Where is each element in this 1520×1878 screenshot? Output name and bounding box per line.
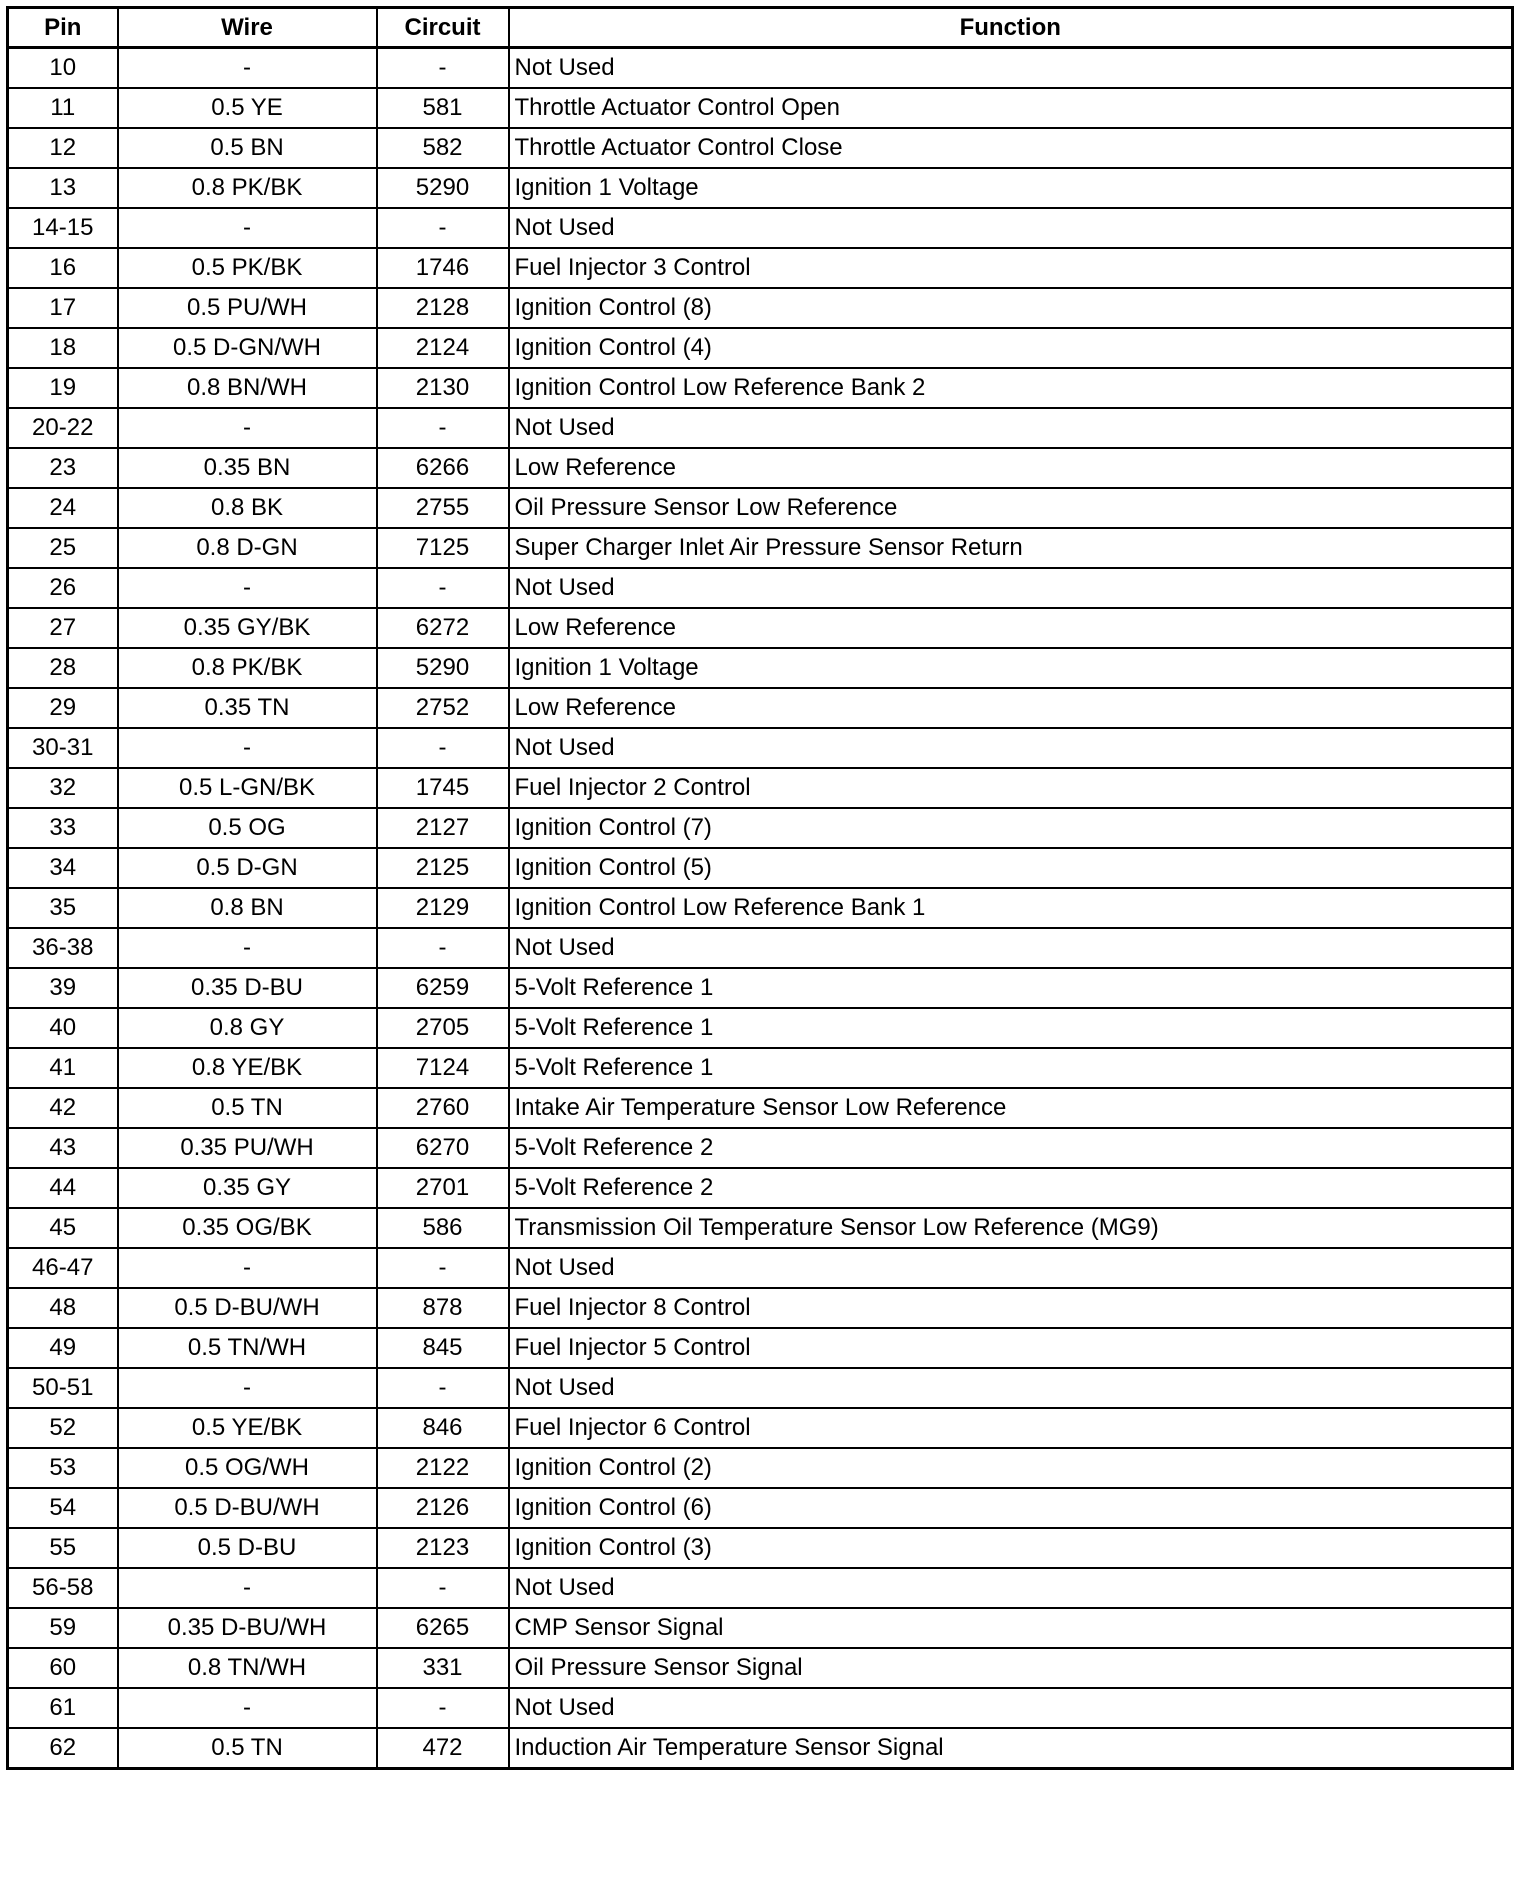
table-row bbox=[8, 1208, 1513, 1248]
function-cell: Not Used bbox=[509, 728, 1513, 768]
wire-cell: 0.5 YE bbox=[118, 88, 377, 128]
pin-cell: 14-15 bbox=[8, 208, 118, 248]
wire-cell: 0.8 BN/WH bbox=[118, 368, 377, 408]
circuit-cell: - bbox=[377, 728, 509, 768]
table-header bbox=[8, 8, 1513, 48]
wire-cell: 0.5 D-BU/WH bbox=[118, 1288, 377, 1328]
pin-cell: 12 bbox=[8, 128, 118, 168]
table-row bbox=[8, 1648, 1513, 1688]
table-row bbox=[8, 168, 1513, 208]
pin-cell: 19 bbox=[8, 368, 118, 408]
pin-cell: 32 bbox=[8, 768, 118, 808]
wire-cell: 0.5 PU/WH bbox=[118, 288, 377, 328]
table-row bbox=[8, 808, 1513, 848]
pin-cell: 40 bbox=[8, 1008, 118, 1048]
circuit-cell: 331 bbox=[377, 1648, 509, 1688]
function-cell: Not Used bbox=[509, 568, 1513, 608]
table-row bbox=[8, 1448, 1513, 1488]
wire-cell: 0.35 BN bbox=[118, 448, 377, 488]
function-cell: Fuel Injector 8 Control bbox=[509, 1288, 1513, 1328]
circuit-cell: - bbox=[377, 1568, 509, 1608]
pin-cell: 62 bbox=[8, 1728, 118, 1769]
wire-cell: 0.35 D-BU/WH bbox=[118, 1608, 377, 1648]
table-row bbox=[8, 528, 1513, 568]
wire-cell: 0.8 TN/WH bbox=[118, 1648, 377, 1688]
wire-cell: 0.35 GY/BK bbox=[118, 608, 377, 648]
table-row bbox=[8, 568, 1513, 608]
function-cell: Low Reference bbox=[509, 448, 1513, 488]
function-cell: Ignition Control (6) bbox=[509, 1488, 1513, 1528]
table-row bbox=[8, 768, 1513, 808]
table-row bbox=[8, 208, 1513, 248]
function-cell: CMP Sensor Signal bbox=[509, 1608, 1513, 1648]
header-wire: Wire bbox=[118, 8, 377, 48]
circuit-cell: 2122 bbox=[377, 1448, 509, 1488]
wire-cell: - bbox=[118, 48, 377, 89]
function-cell: Ignition Control (7) bbox=[509, 808, 1513, 848]
function-cell: Low Reference bbox=[509, 688, 1513, 728]
function-cell: 5-Volt Reference 2 bbox=[509, 1168, 1513, 1208]
table-row bbox=[8, 288, 1513, 328]
wire-cell: 0.5 D-BU bbox=[118, 1528, 377, 1568]
function-cell: Not Used bbox=[509, 928, 1513, 968]
circuit-cell: 6259 bbox=[377, 968, 509, 1008]
circuit-cell: - bbox=[377, 1368, 509, 1408]
function-cell: Not Used bbox=[509, 1248, 1513, 1288]
circuit-cell: 586 bbox=[377, 1208, 509, 1248]
table-row bbox=[8, 1688, 1513, 1728]
pin-cell: 59 bbox=[8, 1608, 118, 1648]
table-row bbox=[8, 928, 1513, 968]
pin-cell: 26 bbox=[8, 568, 118, 608]
wire-cell: 0.8 GY bbox=[118, 1008, 377, 1048]
function-cell: Transmission Oil Temperature Sensor Low Reference (MG9) bbox=[509, 1208, 1513, 1248]
wire-cell: 0.5 D-BU/WH bbox=[118, 1488, 377, 1528]
pin-cell: 27 bbox=[8, 608, 118, 648]
circuit-cell: - bbox=[377, 48, 509, 89]
pin-cell: 34 bbox=[8, 848, 118, 888]
wire-cell: - bbox=[118, 568, 377, 608]
function-cell: Throttle Actuator Control Open bbox=[509, 88, 1513, 128]
table-row bbox=[8, 968, 1513, 1008]
table-row bbox=[8, 128, 1513, 168]
wire-cell: 0.5 BN bbox=[118, 128, 377, 168]
circuit-cell: 1745 bbox=[377, 768, 509, 808]
function-cell: Ignition Control Low Reference Bank 2 bbox=[509, 368, 1513, 408]
circuit-cell: 2129 bbox=[377, 888, 509, 928]
table-row bbox=[8, 88, 1513, 128]
pin-cell: 49 bbox=[8, 1328, 118, 1368]
function-cell: Ignition Control (3) bbox=[509, 1528, 1513, 1568]
pin-cell: 13 bbox=[8, 168, 118, 208]
circuit-cell: 2128 bbox=[377, 288, 509, 328]
function-cell: Intake Air Temperature Sensor Low Reference bbox=[509, 1088, 1513, 1128]
table-row bbox=[8, 608, 1513, 648]
circuit-cell: 472 bbox=[377, 1728, 509, 1769]
pin-cell: 36-38 bbox=[8, 928, 118, 968]
header-circuit: Circuit bbox=[377, 8, 509, 48]
wire-cell: - bbox=[118, 1688, 377, 1728]
circuit-cell: 6270 bbox=[377, 1128, 509, 1168]
pin-cell: 56-58 bbox=[8, 1568, 118, 1608]
table-row bbox=[8, 448, 1513, 488]
circuit-cell: 2705 bbox=[377, 1008, 509, 1048]
table-row bbox=[8, 1088, 1513, 1128]
function-cell: Not Used bbox=[509, 48, 1513, 89]
function-cell: Ignition Control (4) bbox=[509, 328, 1513, 368]
wire-cell: - bbox=[118, 408, 377, 448]
pin-cell: 48 bbox=[8, 1288, 118, 1328]
wire-cell: - bbox=[118, 1368, 377, 1408]
table-row bbox=[8, 1328, 1513, 1368]
function-cell: Fuel Injector 3 Control bbox=[509, 248, 1513, 288]
pin-cell: 60 bbox=[8, 1648, 118, 1688]
wire-cell: - bbox=[118, 208, 377, 248]
function-cell: Ignition Control (2) bbox=[509, 1448, 1513, 1488]
circuit-cell: 2755 bbox=[377, 488, 509, 528]
function-cell: Not Used bbox=[509, 208, 1513, 248]
circuit-cell: 2130 bbox=[377, 368, 509, 408]
wire-cell: 0.8 BN bbox=[118, 888, 377, 928]
table-row bbox=[8, 1408, 1513, 1448]
function-cell: Oil Pressure Sensor Low Reference bbox=[509, 488, 1513, 528]
table-row bbox=[8, 1168, 1513, 1208]
table-row bbox=[8, 888, 1513, 928]
table-row bbox=[8, 488, 1513, 528]
function-cell: 5-Volt Reference 1 bbox=[509, 968, 1513, 1008]
wire-cell: 0.8 YE/BK bbox=[118, 1048, 377, 1088]
circuit-cell: 5290 bbox=[377, 648, 509, 688]
table-row bbox=[8, 648, 1513, 688]
table-row bbox=[8, 328, 1513, 368]
function-cell: Fuel Injector 5 Control bbox=[509, 1328, 1513, 1368]
pin-cell: 18 bbox=[8, 328, 118, 368]
table-row bbox=[8, 408, 1513, 448]
wire-cell: 0.8 BK bbox=[118, 488, 377, 528]
pin-cell: 39 bbox=[8, 968, 118, 1008]
pin-cell: 28 bbox=[8, 648, 118, 688]
table-row bbox=[8, 1728, 1513, 1769]
pin-cell: 30-31 bbox=[8, 728, 118, 768]
circuit-cell: 2752 bbox=[377, 688, 509, 728]
pin-cell: 20-22 bbox=[8, 408, 118, 448]
circuit-cell: 845 bbox=[377, 1328, 509, 1368]
circuit-cell: 581 bbox=[377, 88, 509, 128]
wire-cell: 0.35 PU/WH bbox=[118, 1128, 377, 1168]
wire-cell: 0.5 OG bbox=[118, 808, 377, 848]
pin-cell: 29 bbox=[8, 688, 118, 728]
wire-cell: 0.35 GY bbox=[118, 1168, 377, 1208]
wire-cell: 0.5 TN bbox=[118, 1728, 377, 1769]
circuit-cell: - bbox=[377, 928, 509, 968]
wire-cell: 0.5 D-GN bbox=[118, 848, 377, 888]
table-row bbox=[8, 48, 1513, 89]
circuit-cell: 6272 bbox=[377, 608, 509, 648]
circuit-cell: 7124 bbox=[377, 1048, 509, 1088]
pin-cell: 10 bbox=[8, 48, 118, 89]
pin-cell: 46-47 bbox=[8, 1248, 118, 1288]
table-row bbox=[8, 1008, 1513, 1048]
circuit-cell: 2126 bbox=[377, 1488, 509, 1528]
wire-cell: 0.35 D-BU bbox=[118, 968, 377, 1008]
wire-cell: 0.5 L-GN/BK bbox=[118, 768, 377, 808]
circuit-cell: 2701 bbox=[377, 1168, 509, 1208]
table-row bbox=[8, 1128, 1513, 1168]
function-cell: Ignition 1 Voltage bbox=[509, 168, 1513, 208]
function-cell: Throttle Actuator Control Close bbox=[509, 128, 1513, 168]
function-cell: Not Used bbox=[509, 1368, 1513, 1408]
table-row bbox=[8, 848, 1513, 888]
pin-cell: 53 bbox=[8, 1448, 118, 1488]
function-cell: 5-Volt Reference 1 bbox=[509, 1008, 1513, 1048]
pin-cell: 52 bbox=[8, 1408, 118, 1448]
function-cell: Ignition 1 Voltage bbox=[509, 648, 1513, 688]
table-row bbox=[8, 1608, 1513, 1648]
table-row bbox=[8, 728, 1513, 768]
pin-cell: 17 bbox=[8, 288, 118, 328]
pin-cell: 25 bbox=[8, 528, 118, 568]
function-cell: Not Used bbox=[509, 1688, 1513, 1728]
function-cell: Not Used bbox=[509, 408, 1513, 448]
circuit-cell: - bbox=[377, 408, 509, 448]
pin-cell: 42 bbox=[8, 1088, 118, 1128]
function-cell: Ignition Control (5) bbox=[509, 848, 1513, 888]
wire-cell: - bbox=[118, 728, 377, 768]
function-cell: Fuel Injector 6 Control bbox=[509, 1408, 1513, 1448]
circuit-cell: 6266 bbox=[377, 448, 509, 488]
circuit-cell: 7125 bbox=[377, 528, 509, 568]
pin-cell: 23 bbox=[8, 448, 118, 488]
pin-cell: 35 bbox=[8, 888, 118, 928]
circuit-cell: 2124 bbox=[377, 328, 509, 368]
wire-cell: 0.35 TN bbox=[118, 688, 377, 728]
wire-cell: 0.5 TN bbox=[118, 1088, 377, 1128]
pin-cell: 61 bbox=[8, 1688, 118, 1728]
table-row bbox=[8, 1528, 1513, 1568]
pin-cell: 44 bbox=[8, 1168, 118, 1208]
wire-cell: - bbox=[118, 1568, 377, 1608]
wire-cell: - bbox=[118, 1248, 377, 1288]
circuit-cell: 5290 bbox=[377, 168, 509, 208]
function-cell: 5-Volt Reference 2 bbox=[509, 1128, 1513, 1168]
circuit-cell: 2127 bbox=[377, 808, 509, 848]
table-row bbox=[8, 248, 1513, 288]
pin-cell: 54 bbox=[8, 1488, 118, 1528]
header-row bbox=[8, 8, 1513, 48]
pin-cell: 16 bbox=[8, 248, 118, 288]
pin-cell: 11 bbox=[8, 88, 118, 128]
header-function: Function bbox=[509, 8, 1513, 48]
wire-cell: - bbox=[118, 928, 377, 968]
circuit-cell: - bbox=[377, 208, 509, 248]
wire-cell: 0.5 PK/BK bbox=[118, 248, 377, 288]
circuit-cell: - bbox=[377, 568, 509, 608]
wire-cell: 0.5 YE/BK bbox=[118, 1408, 377, 1448]
circuit-cell: - bbox=[377, 1688, 509, 1728]
function-cell: Not Used bbox=[509, 1568, 1513, 1608]
wire-cell: 0.8 PK/BK bbox=[118, 648, 377, 688]
circuit-cell: 6265 bbox=[377, 1608, 509, 1648]
wire-cell: 0.5 D-GN/WH bbox=[118, 328, 377, 368]
pin-cell: 33 bbox=[8, 808, 118, 848]
circuit-cell: 846 bbox=[377, 1408, 509, 1448]
wire-cell: 0.5 TN/WH bbox=[118, 1328, 377, 1368]
table-row bbox=[8, 1488, 1513, 1528]
table-row bbox=[8, 368, 1513, 408]
function-cell: Ignition Control (8) bbox=[509, 288, 1513, 328]
function-cell: 5-Volt Reference 1 bbox=[509, 1048, 1513, 1088]
pin-cell: 50-51 bbox=[8, 1368, 118, 1408]
wire-cell: 0.8 PK/BK bbox=[118, 168, 377, 208]
function-cell: Super Charger Inlet Air Pressure Sensor Return bbox=[509, 528, 1513, 568]
function-cell: Induction Air Temperature Sensor Signal bbox=[509, 1728, 1513, 1769]
pinout-table bbox=[6, 6, 1514, 1770]
pin-cell: 55 bbox=[8, 1528, 118, 1568]
table-row bbox=[8, 1368, 1513, 1408]
pin-cell: 45 bbox=[8, 1208, 118, 1248]
wire-cell: 0.35 OG/BK bbox=[118, 1208, 377, 1248]
pin-cell: 24 bbox=[8, 488, 118, 528]
circuit-cell: 2760 bbox=[377, 1088, 509, 1128]
pin-cell: 43 bbox=[8, 1128, 118, 1168]
circuit-cell: 878 bbox=[377, 1288, 509, 1328]
table-row bbox=[8, 1288, 1513, 1328]
function-cell: Low Reference bbox=[509, 608, 1513, 648]
table-body bbox=[8, 48, 1513, 1769]
wire-cell: 0.5 OG/WH bbox=[118, 1448, 377, 1488]
circuit-cell: - bbox=[377, 1248, 509, 1288]
circuit-cell: 582 bbox=[377, 128, 509, 168]
pin-cell: 41 bbox=[8, 1048, 118, 1088]
function-cell: Fuel Injector 2 Control bbox=[509, 768, 1513, 808]
circuit-cell: 2125 bbox=[377, 848, 509, 888]
circuit-cell: 2123 bbox=[377, 1528, 509, 1568]
function-cell: Ignition Control Low Reference Bank 1 bbox=[509, 888, 1513, 928]
wire-cell: 0.8 D-GN bbox=[118, 528, 377, 568]
table-row bbox=[8, 1568, 1513, 1608]
circuit-cell: 1746 bbox=[377, 248, 509, 288]
table-row bbox=[8, 1048, 1513, 1088]
header-pin: Pin bbox=[8, 8, 118, 48]
table-row bbox=[8, 1248, 1513, 1288]
function-cell: Oil Pressure Sensor Signal bbox=[509, 1648, 1513, 1688]
table-row bbox=[8, 688, 1513, 728]
